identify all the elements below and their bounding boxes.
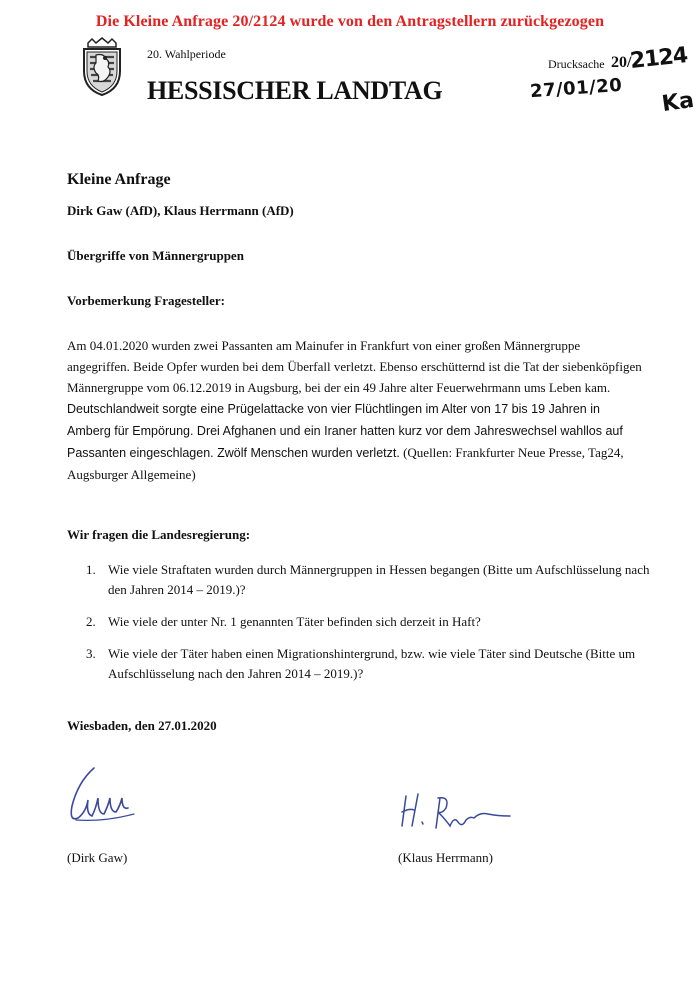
questions-list (80, 560, 650, 696)
question-text: Wie viele der unter Nr. 1 genannten Täter befinden sich derzeit in Haft? (108, 614, 481, 629)
signatory-name-2: (Klaus Herrmann) (398, 850, 493, 865)
handwritten-date: 27/01/20 (529, 74, 623, 103)
preliminary-text (67, 335, 642, 485)
place-date: Wiesbaden, den 27.01.2020 (67, 718, 217, 733)
questions-heading: Wir fragen die Landesregierung: (67, 527, 251, 542)
parliament-name: HESSISCHER LANDTAG (147, 76, 443, 105)
question-item (80, 644, 650, 684)
handwritten-number: 2124 (628, 43, 689, 74)
hesse-coat-of-arms-logo (78, 37, 126, 97)
question-number: 1. (86, 562, 96, 577)
question-text: Wie viele Straftaten wurden durch Männergruppen in Hessen begangen (Bitte um Aufschlüsselung nach den Jahren 2014 – 2019.)? (108, 562, 650, 597)
document-type: Kleine Anfrage (67, 171, 171, 188)
preliminary-text-sources: (Quellen: Frankfurter Neue Presse, Tag24, Augsburger Allgemeine) (67, 445, 624, 482)
signatory-name-1: (Dirk Gaw) (67, 850, 128, 865)
withdrawn-notice: Die Kleine Anfrage 20/2124 wurde von den Antragstellern zurückgezogen (95, 13, 605, 30)
preliminary-text-part-1: Am 04.01.2020 wurden zwei Passanten am Mainufer in Frankfurt von einer großen Männergruppe angegriffen. Beide Opfer wurden bei dem Überfall verletzt. Ebenso erschütternd ist die Tat der siebenköpfigen Männergruppe vom 06.12.2019 in Augsburg, bei der ein 49 Jahre alter Feuerwehrmann ums Leben kam. (67, 338, 642, 395)
subject: Übergriffe von Männergruppen (67, 248, 244, 263)
authors: Dirk Gaw (AfD), Klaus Herrmann (AfD) (67, 203, 294, 218)
signature-dirk-gaw (64, 762, 136, 832)
handwritten-initial: Ka (660, 87, 696, 118)
question-item (80, 560, 650, 600)
question-item (80, 612, 650, 632)
signature-klaus-herrmann (398, 786, 518, 836)
drucksache-number: 20/ (611, 54, 632, 71)
question-number: 3. (86, 646, 96, 661)
question-number: 2. (86, 614, 96, 629)
preliminary-heading: Vorbemerkung Fragesteller: (67, 293, 226, 308)
preliminary-text-part-2: Deutschlandweit sorgte eine Prügelattacke von vier Flüchtlingen im Alter von 17 bis 19 Jahren in Amberg für Empörung. Drei Afghanen und ein Iraner hatten kurz vor dem Jahreswechsel wahllos auf Passanten eingeschlagen. Zwölf Menschen wurden verletzt. (67, 402, 623, 460)
legislative-period: 20. Wahlperiode (147, 47, 226, 61)
question-text: Wie viele der Täter haben einen Migrationshintergrund, bzw. wie viele Täter sind Deutsche (Bitte um Aufschlüsselung nach den Jahren 2014 – 2019.)? (108, 646, 636, 681)
drucksache-label: Drucksache (548, 57, 605, 71)
